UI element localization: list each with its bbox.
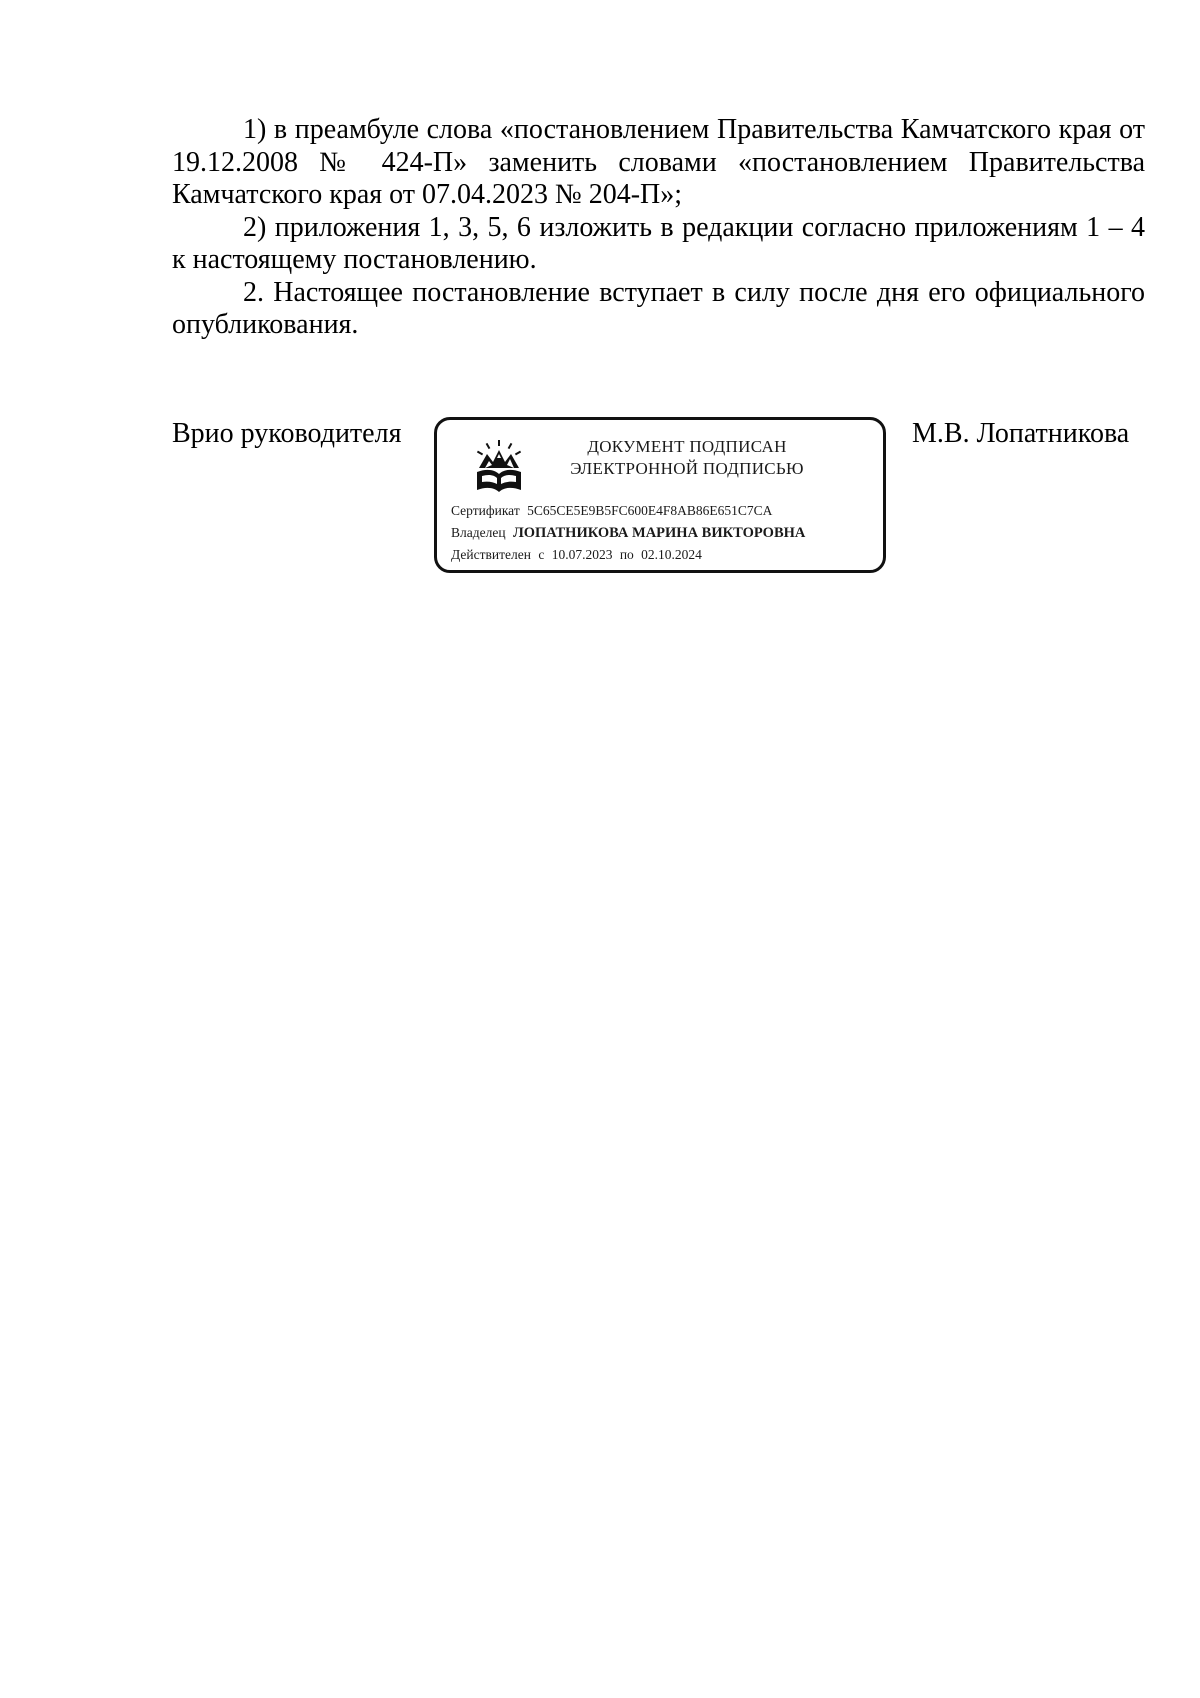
valid-from-label: с [538, 547, 545, 562]
paragraph-entry-into-force: 2. Настоящее постановление вступает в силу после дня его официального опубликования. [172, 276, 1145, 340]
certificate-line [451, 500, 881, 522]
valid-label: Действителен [451, 547, 531, 562]
stamp-details [451, 500, 881, 566]
owner-value: ЛОПАТНИКОВА МАРИНА ВИКТОРОВНА [512, 525, 806, 541]
valid-from-date: 10.07.2023 [551, 547, 613, 562]
owner-label: Владелец [451, 525, 506, 540]
paragraph-appendices-amendment: 2) приложения 1, 3, 5, 6 изложить в редакции согласно приложениям 1 – 4 к настоящему постановлению. [172, 211, 1145, 275]
signer-position: Врио руководителя [172, 418, 402, 449]
certificate-value: 5C65CE5E9B5FC600E4F8AB86E651C7CA [527, 503, 773, 518]
stamp-heading-line2: ЭЛЕКТРОННОЙ ПОДПИСЬЮ [570, 459, 804, 478]
valid-to-date: 02.10.2024 [641, 547, 702, 562]
stamp-heading-line1: ДОКУМЕНТ ПОДПИСАН [587, 437, 787, 456]
kamchatka-emblem-icon [473, 440, 525, 496]
stamp-heading [537, 436, 837, 480]
signer-name: М.В. Лопатникова [912, 418, 1130, 449]
electronic-signature-stamp [434, 417, 886, 573]
signature-block [172, 418, 1157, 578]
owner-line [451, 522, 881, 544]
paragraph-preamble-amendment: 1) в преамбуле слова «постановлением Правительства Камчатского края от 19.12.2008 № 424-П» заменить словами «постановлением Правительства Камчатского края от 07.04.2023 № 204-П»; [172, 114, 1145, 210]
document-body [172, 114, 1145, 342]
certificate-label: Сертификат [451, 503, 520, 518]
validity-line [451, 544, 881, 566]
valid-to-label: по [619, 547, 634, 562]
